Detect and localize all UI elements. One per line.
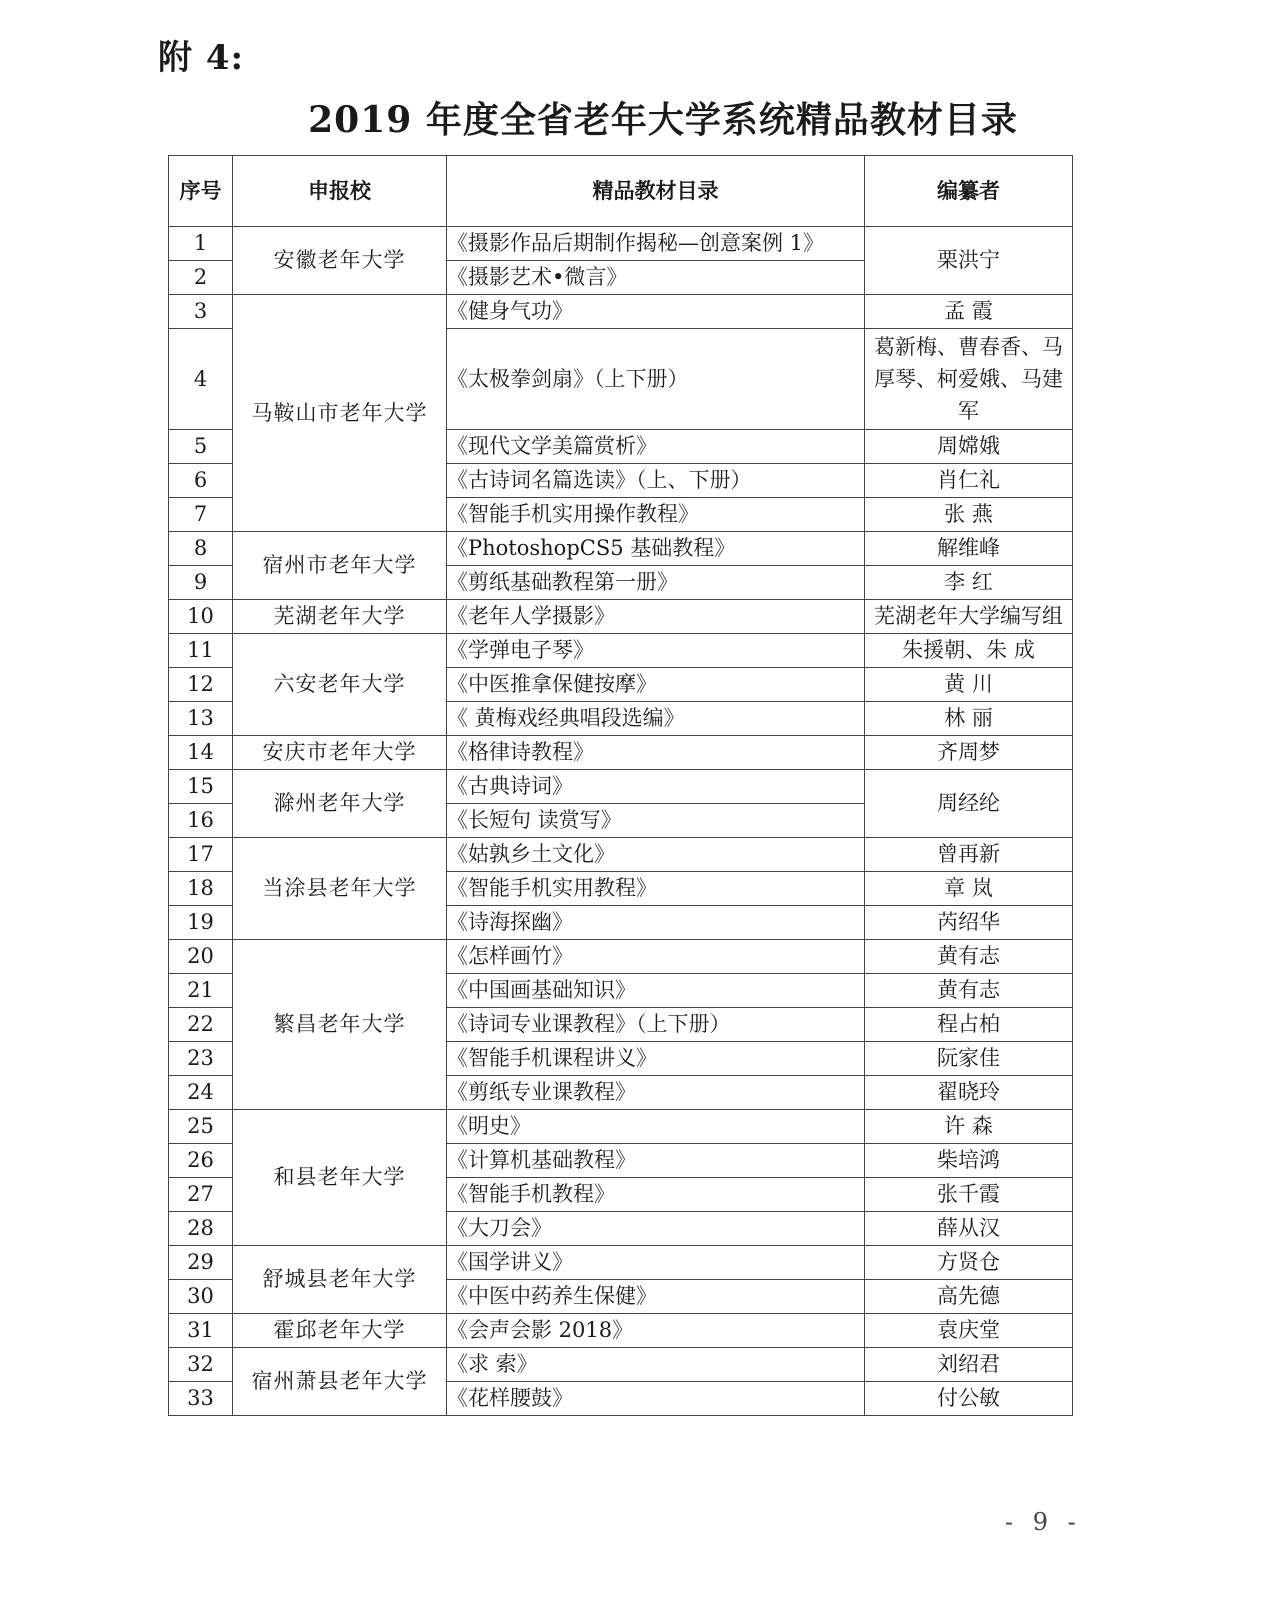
school-cell: 宿州市老年大学 [233,532,447,600]
seq-cell: 32 [169,1348,233,1382]
editor-cell: 齐周梦 [865,736,1073,770]
book-cell: 《姑孰乡土文化》 [447,838,865,872]
seq-cell: 14 [169,736,233,770]
seq-cell: 4 [169,329,233,430]
editor-cell: 孟 霞 [865,295,1073,329]
seq-cell: 26 [169,1144,233,1178]
book-cell: 《健身气功》 [447,295,865,329]
document-title: 2019 年度全省老年大学系统精品教材目录 [308,99,1018,141]
table-row [169,634,1073,668]
book-cell: 《诗词专业课教程》（上下册） [447,1008,865,1042]
editor-cell: 栗洪宁 [865,227,1073,295]
seq-cell: 24 [169,1076,233,1110]
book-cell: 《会声会影 2018》 [447,1314,865,1348]
editor-cell: 黄有志 [865,940,1073,974]
book-cell: 《 黄梅戏经典唱段选编》 [447,702,865,736]
editor-cell: 周嫦娥 [865,430,1073,464]
editor-cell: 高先德 [865,1280,1073,1314]
school-cell: 滁州老年大学 [233,770,447,838]
school-cell: 宿州萧县老年大学 [233,1348,447,1416]
school-cell: 和县老年大学 [233,1110,447,1246]
editor-cell: 黄 川 [865,668,1073,702]
editor-cell: 黄有志 [865,974,1073,1008]
editor-cell: 张千霞 [865,1178,1073,1212]
header-editor: 编纂者 [865,156,1073,227]
school-cell: 芜湖老年大学 [233,600,447,634]
school-cell: 当涂县老年大学 [233,838,447,940]
seq-cell: 17 [169,838,233,872]
school-cell: 安徽老年大学 [233,227,447,295]
book-cell: 《智能手机实用教程》 [447,872,865,906]
seq-cell: 29 [169,1246,233,1280]
header-seq: 序号 [169,156,233,227]
table-row [169,532,1073,566]
editor-cell: 阮家佳 [865,1042,1073,1076]
school-cell: 舒城县老年大学 [233,1246,447,1314]
page-number: - 9 - [1005,1508,1082,1536]
editor-cell: 柴培鸿 [865,1144,1073,1178]
book-cell: 《太极拳剑扇》（上下册） [447,329,865,430]
table-row [169,227,1073,261]
editor-cell: 薛从汉 [865,1212,1073,1246]
book-cell: 《怎样画竹》 [447,940,865,974]
seq-cell: 23 [169,1042,233,1076]
book-cell: 《摄影艺术•微言》 [447,261,865,295]
seq-cell: 30 [169,1280,233,1314]
table-row [169,1348,1073,1382]
editor-cell: 解维峰 [865,532,1073,566]
book-cell: 《智能手机教程》 [447,1178,865,1212]
book-cell: 《中国画基础知识》 [447,974,865,1008]
table-row [169,736,1073,770]
book-cell: 《明史》 [447,1110,865,1144]
editor-cell: 葛新梅、曹春香、马厚琴、柯爱娥、马建军 [865,329,1073,430]
table-header-row [169,156,1073,227]
school-cell: 霍邱老年大学 [233,1314,447,1348]
table-body [169,227,1073,1416]
book-cell: 《国学讲义》 [447,1246,865,1280]
seq-cell: 20 [169,940,233,974]
editor-cell: 周经纶 [865,770,1073,838]
seq-cell: 31 [169,1314,233,1348]
book-cell: 《古典诗词》 [447,770,865,804]
book-cell: 《摄影作品后期制作揭秘—创意案例 1》 [447,227,865,261]
seq-cell: 25 [169,1110,233,1144]
book-cell: 《大刀会》 [447,1212,865,1246]
editor-cell: 芮绍华 [865,906,1073,940]
seq-cell: 10 [169,600,233,634]
seq-cell: 21 [169,974,233,1008]
book-cell: 《诗海探幽》 [447,906,865,940]
editor-cell: 许 森 [865,1110,1073,1144]
header-book: 精品教材目录 [447,156,865,227]
seq-cell: 11 [169,634,233,668]
editor-cell: 肖仁礼 [865,464,1073,498]
editor-cell: 曾再新 [865,838,1073,872]
seq-cell: 2 [169,261,233,295]
editor-cell: 朱援朝、朱 成 [865,634,1073,668]
editor-cell: 芜湖老年大学编写组 [865,600,1073,634]
school-cell: 安庆市老年大学 [233,736,447,770]
book-cell: 《智能手机课程讲义》 [447,1042,865,1076]
table-row [169,1246,1073,1280]
table-row [169,940,1073,974]
book-cell: 《中医中药养生保健》 [447,1280,865,1314]
seq-cell: 15 [169,770,233,804]
seq-cell: 7 [169,498,233,532]
seq-cell: 5 [169,430,233,464]
textbook-catalog-table [168,155,1073,1416]
table-row [169,295,1073,329]
editor-cell: 林 丽 [865,702,1073,736]
seq-cell: 27 [169,1178,233,1212]
book-cell: 《现代文学美篇赏析》 [447,430,865,464]
seq-cell: 18 [169,872,233,906]
school-cell: 六安老年大学 [233,634,447,736]
seq-cell: 19 [169,906,233,940]
seq-cell: 22 [169,1008,233,1042]
book-cell: 《智能手机实用操作教程》 [447,498,865,532]
editor-cell: 翟晓玲 [865,1076,1073,1110]
book-cell: 《计算机基础教程》 [447,1144,865,1178]
table-row [169,838,1073,872]
annex-label: 附 4: [158,38,245,78]
seq-cell: 9 [169,566,233,600]
editor-cell: 袁庆堂 [865,1314,1073,1348]
editor-cell: 李 红 [865,566,1073,600]
seq-cell: 3 [169,295,233,329]
editor-cell: 付公敏 [865,1382,1073,1416]
seq-cell: 8 [169,532,233,566]
book-cell: 《剪纸专业课教程》 [447,1076,865,1110]
header-school: 申报校 [233,156,447,227]
table-row [169,600,1073,634]
book-cell: 《花样腰鼓》 [447,1382,865,1416]
book-cell: 《PhotoshopCS5 基础教程》 [447,532,865,566]
seq-cell: 13 [169,702,233,736]
book-cell: 《中医推拿保健按摩》 [447,668,865,702]
table-row [169,770,1073,804]
seq-cell: 1 [169,227,233,261]
book-cell: 《格律诗教程》 [447,736,865,770]
seq-cell: 16 [169,804,233,838]
editor-cell: 刘绍君 [865,1348,1073,1382]
seq-cell: 33 [169,1382,233,1416]
editor-cell: 张 燕 [865,498,1073,532]
seq-cell: 6 [169,464,233,498]
school-cell: 繁昌老年大学 [233,940,447,1110]
editor-cell: 方贤仓 [865,1246,1073,1280]
editor-cell: 章 岚 [865,872,1073,906]
seq-cell: 12 [169,668,233,702]
book-cell: 《学弹电子琴》 [447,634,865,668]
editor-cell: 程占柏 [865,1008,1073,1042]
book-cell: 《剪纸基础教程第一册》 [447,566,865,600]
seq-cell: 28 [169,1212,233,1246]
table-row [169,1110,1073,1144]
book-cell: 《古诗词名篇选读》（上、下册） [447,464,865,498]
table-row [169,1314,1073,1348]
book-cell: 《老年人学摄影》 [447,600,865,634]
school-cell: 马鞍山市老年大学 [233,295,447,532]
book-cell: 《求 索》 [447,1348,865,1382]
book-cell: 《长短句 读赏写》 [447,804,865,838]
